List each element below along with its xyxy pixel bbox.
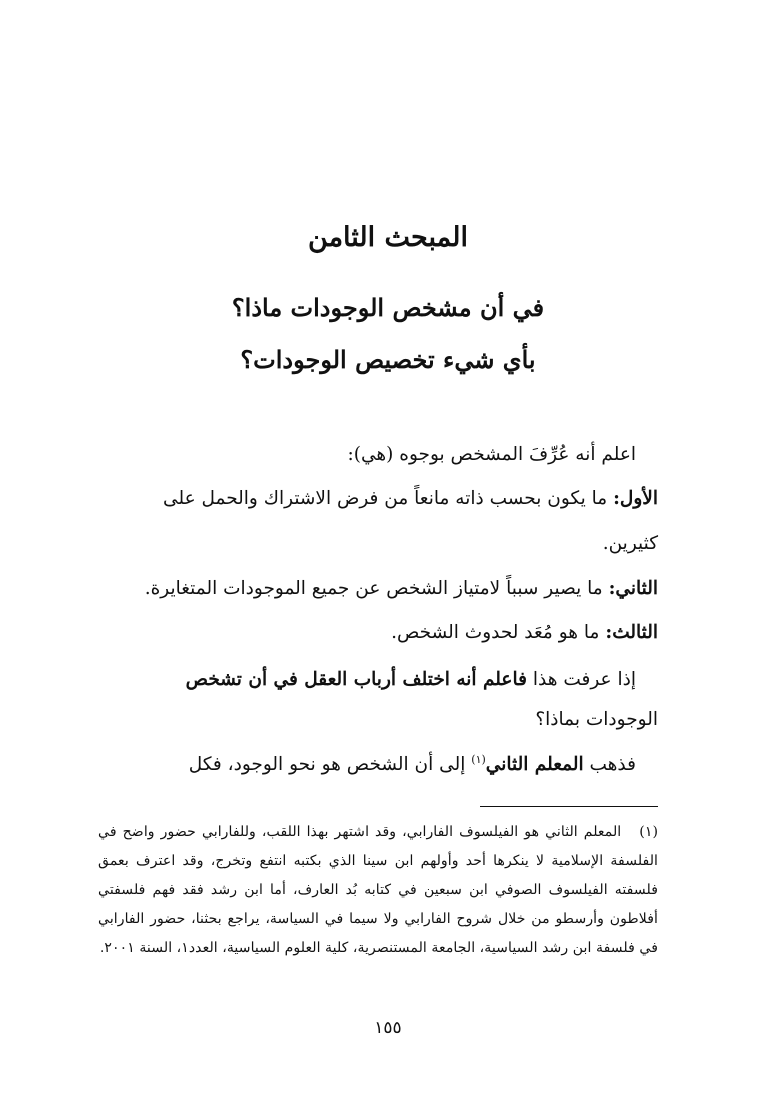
footnote-separator (480, 806, 658, 807)
definition-label: الثاني: (608, 578, 658, 599)
paragraph-teacher-after: إلى أن الشخص هو نحو الوجود، فكل (188, 754, 466, 776)
definition-third (98, 621, 658, 645)
footnote-marker: (١) (639, 824, 658, 840)
definition-text: ما يكون بحسب ذاته مانعاً من فرض الاشتراك والحمل على (163, 488, 608, 509)
section-title: المبحث الثامن (308, 222, 468, 253)
definition-second (98, 577, 658, 601)
heading-line-1: في أن مشخص الوجودات ماذا؟ (231, 293, 545, 322)
definition-text: ما هو مُعَد لحدوث الشخص. (391, 622, 600, 643)
definition-label: الأول: (613, 488, 658, 509)
definition-first-continuation (98, 532, 658, 556)
definition-first (98, 487, 658, 511)
footnote-text: المعلم الثاني هو الفيلسوف الفارابي، وقد اشتهر بهذا اللقب، وللفارابي حضور واضح في الفلسفة الإسلامية لا ينكرها أحد وأولهم ابن سينا الذي بكتبه انتفع وتخرج، وقد اعترف بعمق فلسفته الفيلسوف الصوفي ابن سبعين في كتابه بُد العارف، أما ابن رشد فقد فهم فلسفتي أفلاطون وأرسطو من خلال شروح الفارابي ولا سيما في السياسة، يراجع بحثنا، حضور الفارابي في فلسفة ابن رشد السياسية، الجامعة المستنصرية، كلية العلوم السياسية، العدد١، السنة ٢٠٠١. (98, 824, 658, 956)
paragraph-know-bold: فاعلم أنه اختلف أرباب العقل في أن تشخص (185, 669, 527, 690)
paragraph-know-intro: إذا عرفت هذا (532, 669, 636, 690)
second-teacher-name: المعلم الثاني (485, 754, 584, 776)
definition-label: الثالث: (605, 622, 658, 643)
definition-text-continued: كثيرين. (602, 533, 658, 554)
paragraph-know-line-1 (76, 668, 636, 692)
page-number: ١٥٥ (374, 1018, 402, 1038)
intro-line: اعلم أنه عُرِّفَ المشخص بوجوه (هي): (347, 444, 636, 465)
heading-line-2: بأي شيء تخصيص الوجودات؟ (240, 345, 536, 374)
footnote-reference: (١) (471, 753, 486, 766)
paragraph-teacher-before: فذهب (589, 754, 636, 776)
paragraph-know-line-2: الوجودات بماذا؟ (535, 709, 658, 730)
paragraph-first-teacher (76, 753, 636, 777)
footnote (98, 818, 658, 963)
definition-text: ما يصير سبباً لامتياز الشخص عن جميع الموجودات المتغايرة. (144, 578, 603, 599)
